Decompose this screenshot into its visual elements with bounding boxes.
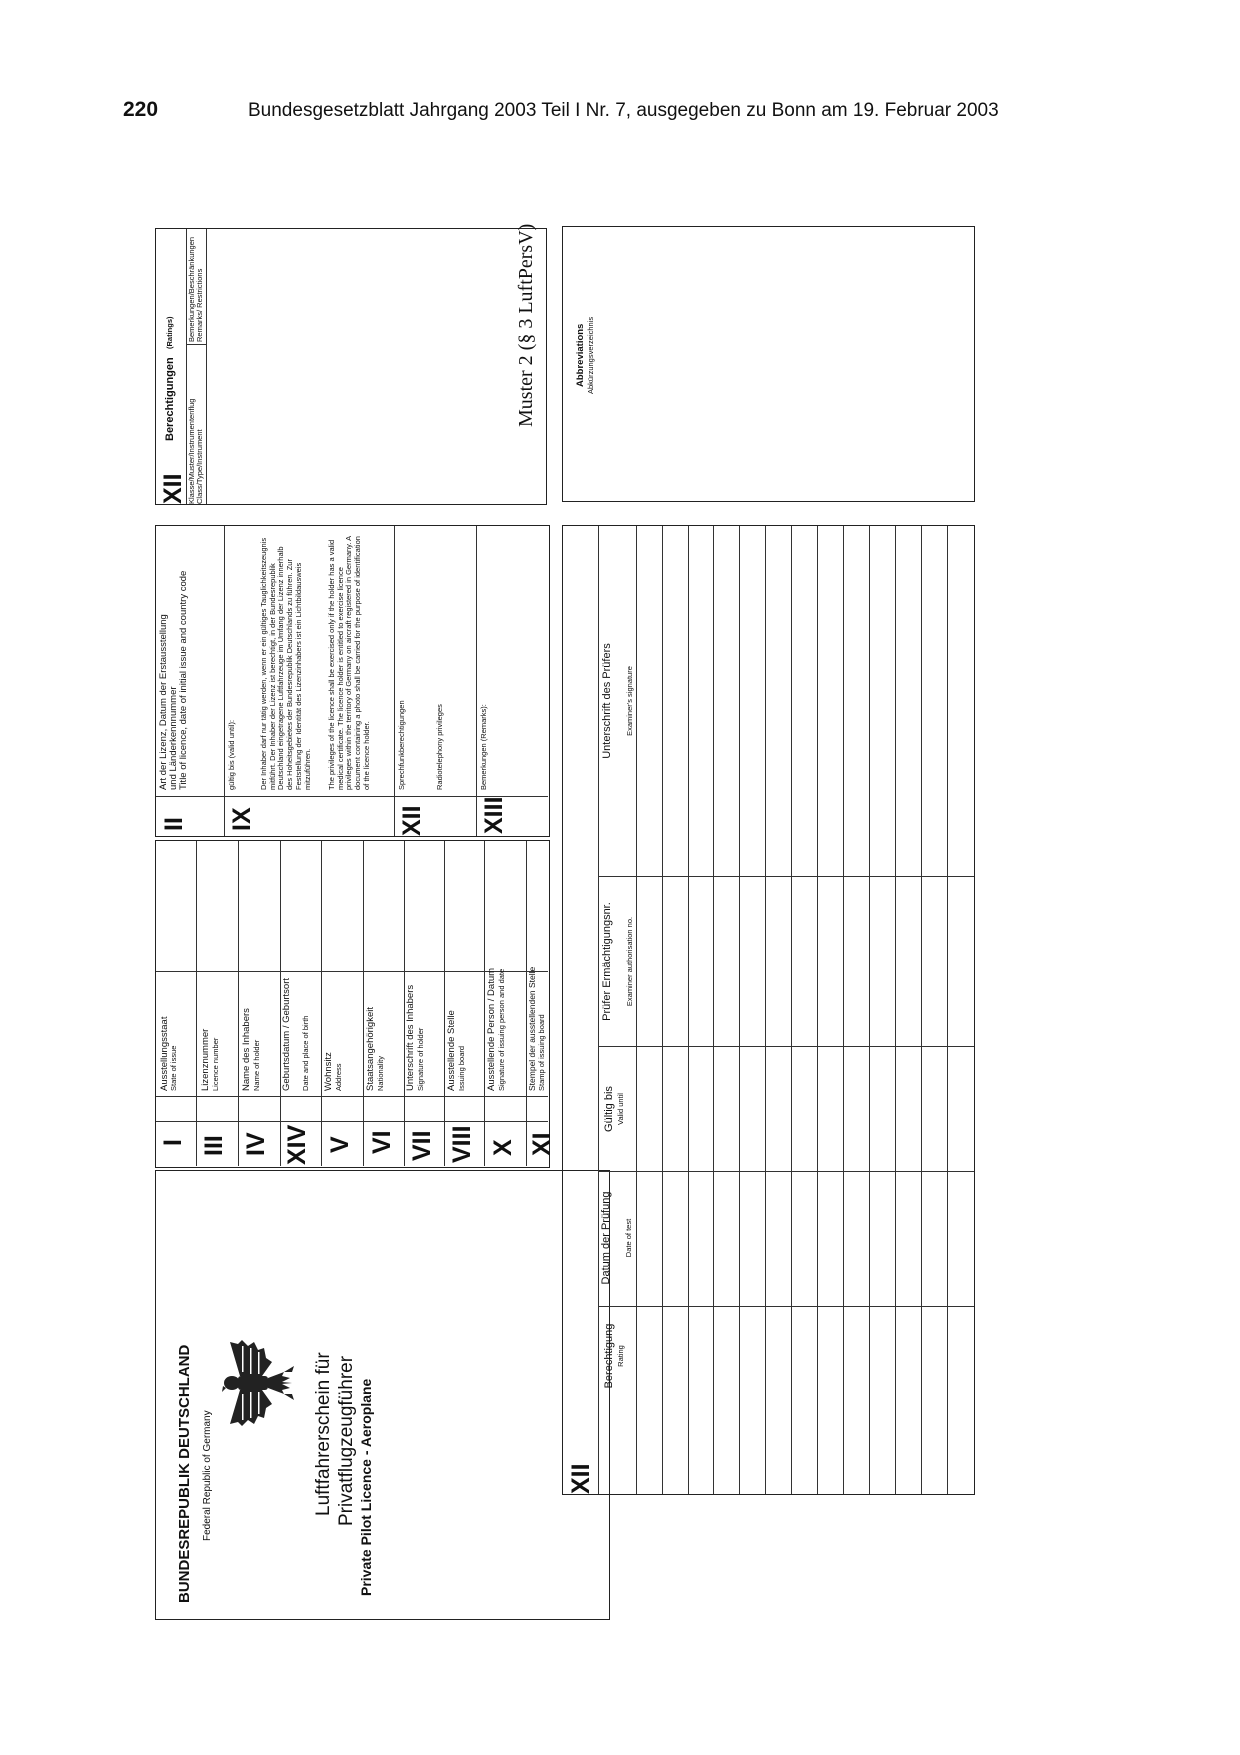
remarks-label: Bemerkungen (Remarks): [479, 704, 488, 790]
field-sub-XI: Stamp of issuing board [537, 1014, 546, 1091]
exam-col-examiner-no-en: Examiner authorisation no. [625, 916, 634, 1007]
field-num-III: III [200, 1135, 228, 1156]
field-num-VII: VII [408, 1130, 436, 1161]
cover-country: BUNDESREPUBLIK DEUTSCHLAND [176, 1344, 193, 1603]
field-label-VIII: Ausstellende Stelle [446, 1010, 457, 1091]
exam-col-examiner-no: Prüfer Ermächtigungsnr. [601, 902, 613, 1021]
field-sub-X: Signature of issuing person and date [497, 968, 506, 1091]
field-label-V: Wohnsitz [323, 1052, 334, 1091]
field-num-I: I [159, 1139, 187, 1146]
ratings-col1-en: Class/Type/Instrument [195, 429, 204, 504]
field-num-XII-exam: XII [567, 1463, 595, 1494]
abbreviations-subtitle: Abkürzungsverzeichnis [586, 316, 595, 394]
exam-col-valid-en: Valid until [616, 1093, 625, 1125]
field-num-VIII: VIII [448, 1125, 476, 1163]
licence-form-sheet [155, 223, 1075, 1620]
holder-data-panel [155, 840, 556, 1168]
ratings-col2-de: Bemerkungen/Beschränkungen [187, 236, 196, 342]
exam-col-rating: Berechtigung [603, 1323, 615, 1389]
field-sub-VI: Nationality [376, 1055, 385, 1091]
field-sub-IV: Name of holder [252, 1039, 261, 1091]
field-num-XII-ratings: XII [159, 473, 187, 504]
ratings-panel [155, 228, 547, 505]
field-num-II: II [160, 817, 188, 831]
exam-col-date-en: Date of test [624, 1218, 633, 1258]
radio-privileges-en: Radiotelephony privileges [435, 704, 444, 790]
muster-label: Muster 2 (§ 3 LuftPersV) [515, 223, 537, 427]
abbreviations-title: Abbreviations [575, 323, 586, 387]
field-sub-V: Address [334, 1063, 343, 1091]
field-sub-I: State of issue [169, 1045, 178, 1091]
field-label-XI: Stempel der ausstellenden Stelle [527, 966, 537, 1091]
cover-title-line1: Luftfahrerschein für [313, 1352, 334, 1516]
field-sub-XIV: Date and place of birth [301, 1015, 310, 1091]
field-sub-VII: Signature of holder [416, 1027, 425, 1091]
licence-title-de-2: und Länderkennnummer [168, 686, 179, 790]
field-sub-VIII: Issuing board [457, 1045, 466, 1091]
cover-title-en: Private Pilot Licence - Aeroplane [358, 1378, 374, 1596]
field-num-XIII: XIII [480, 796, 508, 834]
ratings-title-en: (Ratings) [165, 316, 174, 349]
valid-until-label: gültig bis (valid until): [227, 719, 236, 790]
cover-title-line2: Privatflugzeugführer [336, 1355, 357, 1526]
ratings-col1-de: Klasse/Muster/Instrumentenflug [187, 398, 196, 504]
abbreviations-panel [562, 226, 975, 502]
ratings-col2-en: Remarks/ Restrictions [195, 268, 204, 342]
exam-col-valid: Gültig bis [603, 1086, 615, 1132]
exam-table-panel [562, 525, 975, 1495]
field-num-X: X [489, 1139, 517, 1156]
exam-col-date: Datum der Prüfung [600, 1191, 612, 1285]
exam-col-signature: Unterschrift des Prüfers [601, 643, 613, 759]
licence-details-panel [155, 525, 550, 837]
field-label-III: Lizenznummer [200, 1028, 211, 1091]
field-label-XIV: Geburtsdatum / Geburtsort [281, 978, 292, 1091]
licence-title-de-1: Art der Lizenz, Datum der Erstausstellung [158, 614, 169, 790]
cover-panel [155, 1170, 610, 1620]
field-num-XI: XI [528, 1132, 556, 1156]
field-num-XIV: XIV [283, 1124, 311, 1165]
field-label-IV: Name des Inhabers [241, 1008, 252, 1091]
exam-col-rating-en: Rating [616, 1345, 625, 1367]
field-num-IX: IX [228, 807, 256, 831]
field-label-VI: Staatsangehörigkeit [365, 1007, 376, 1091]
field-label-I: Ausstellungsstaat [159, 1016, 170, 1091]
exam-col-signature-en: Examiner's signature [625, 666, 634, 736]
cover-country-en: Federal Republic of Germany [202, 1410, 213, 1541]
header-title: Bundesgesetzblatt Jahrgang 2003 Teil I Nr. 7, ausgegeben zu Bonn am 19. Februar 2003 [248, 100, 999, 121]
field-num-V: V [326, 1136, 354, 1153]
field-sub-III: Licence number [211, 1037, 220, 1091]
federal-eagle-icon [214, 1336, 304, 1431]
field-label-VII: Unterschrift des Inhabers [405, 984, 416, 1091]
licence-title-en: Title of licence, date of initial issue and country code [178, 570, 189, 790]
field-num-VI: VI [368, 1130, 396, 1154]
page-number: 220 [123, 98, 159, 121]
field-label-X: Ausstellende Person / Datum [486, 967, 497, 1091]
ratings-title: Berechtigungen [164, 357, 176, 441]
conditions-de: Der Inhaber darf nur tätig werden, wenn er ein gültiges Tauglichkeitszeugnis mitführt. Der Inhaber der Lizenz ist berechtigt, in der Bundesrepublik Deutschland eingetragene Luftfahrzeuge im Umfang der Lizenz innerhalb des Hoheitsgebietes der Bundesrepublik Deutschlands zu führen. Zur Feststellung der Identität des Lizenzinhabers ist ein Lichtbildausweis mitzuführen. [259, 537, 312, 790]
conditions-en: The privileges of the licence shall be exercised only if the holder has a valid medical certificate. The licence holder is entitled to exercise licence privileges within the territory of Germany on aircraft registered in Germany. A document containing a photo shall be carried for the purpose of identification of the licence holder. [327, 536, 371, 790]
field-num-IV: IV [242, 1132, 270, 1156]
radio-privileges-de: Sprechfunkberechtigungen [397, 700, 406, 790]
field-num-XII-radio: XII [398, 805, 426, 836]
